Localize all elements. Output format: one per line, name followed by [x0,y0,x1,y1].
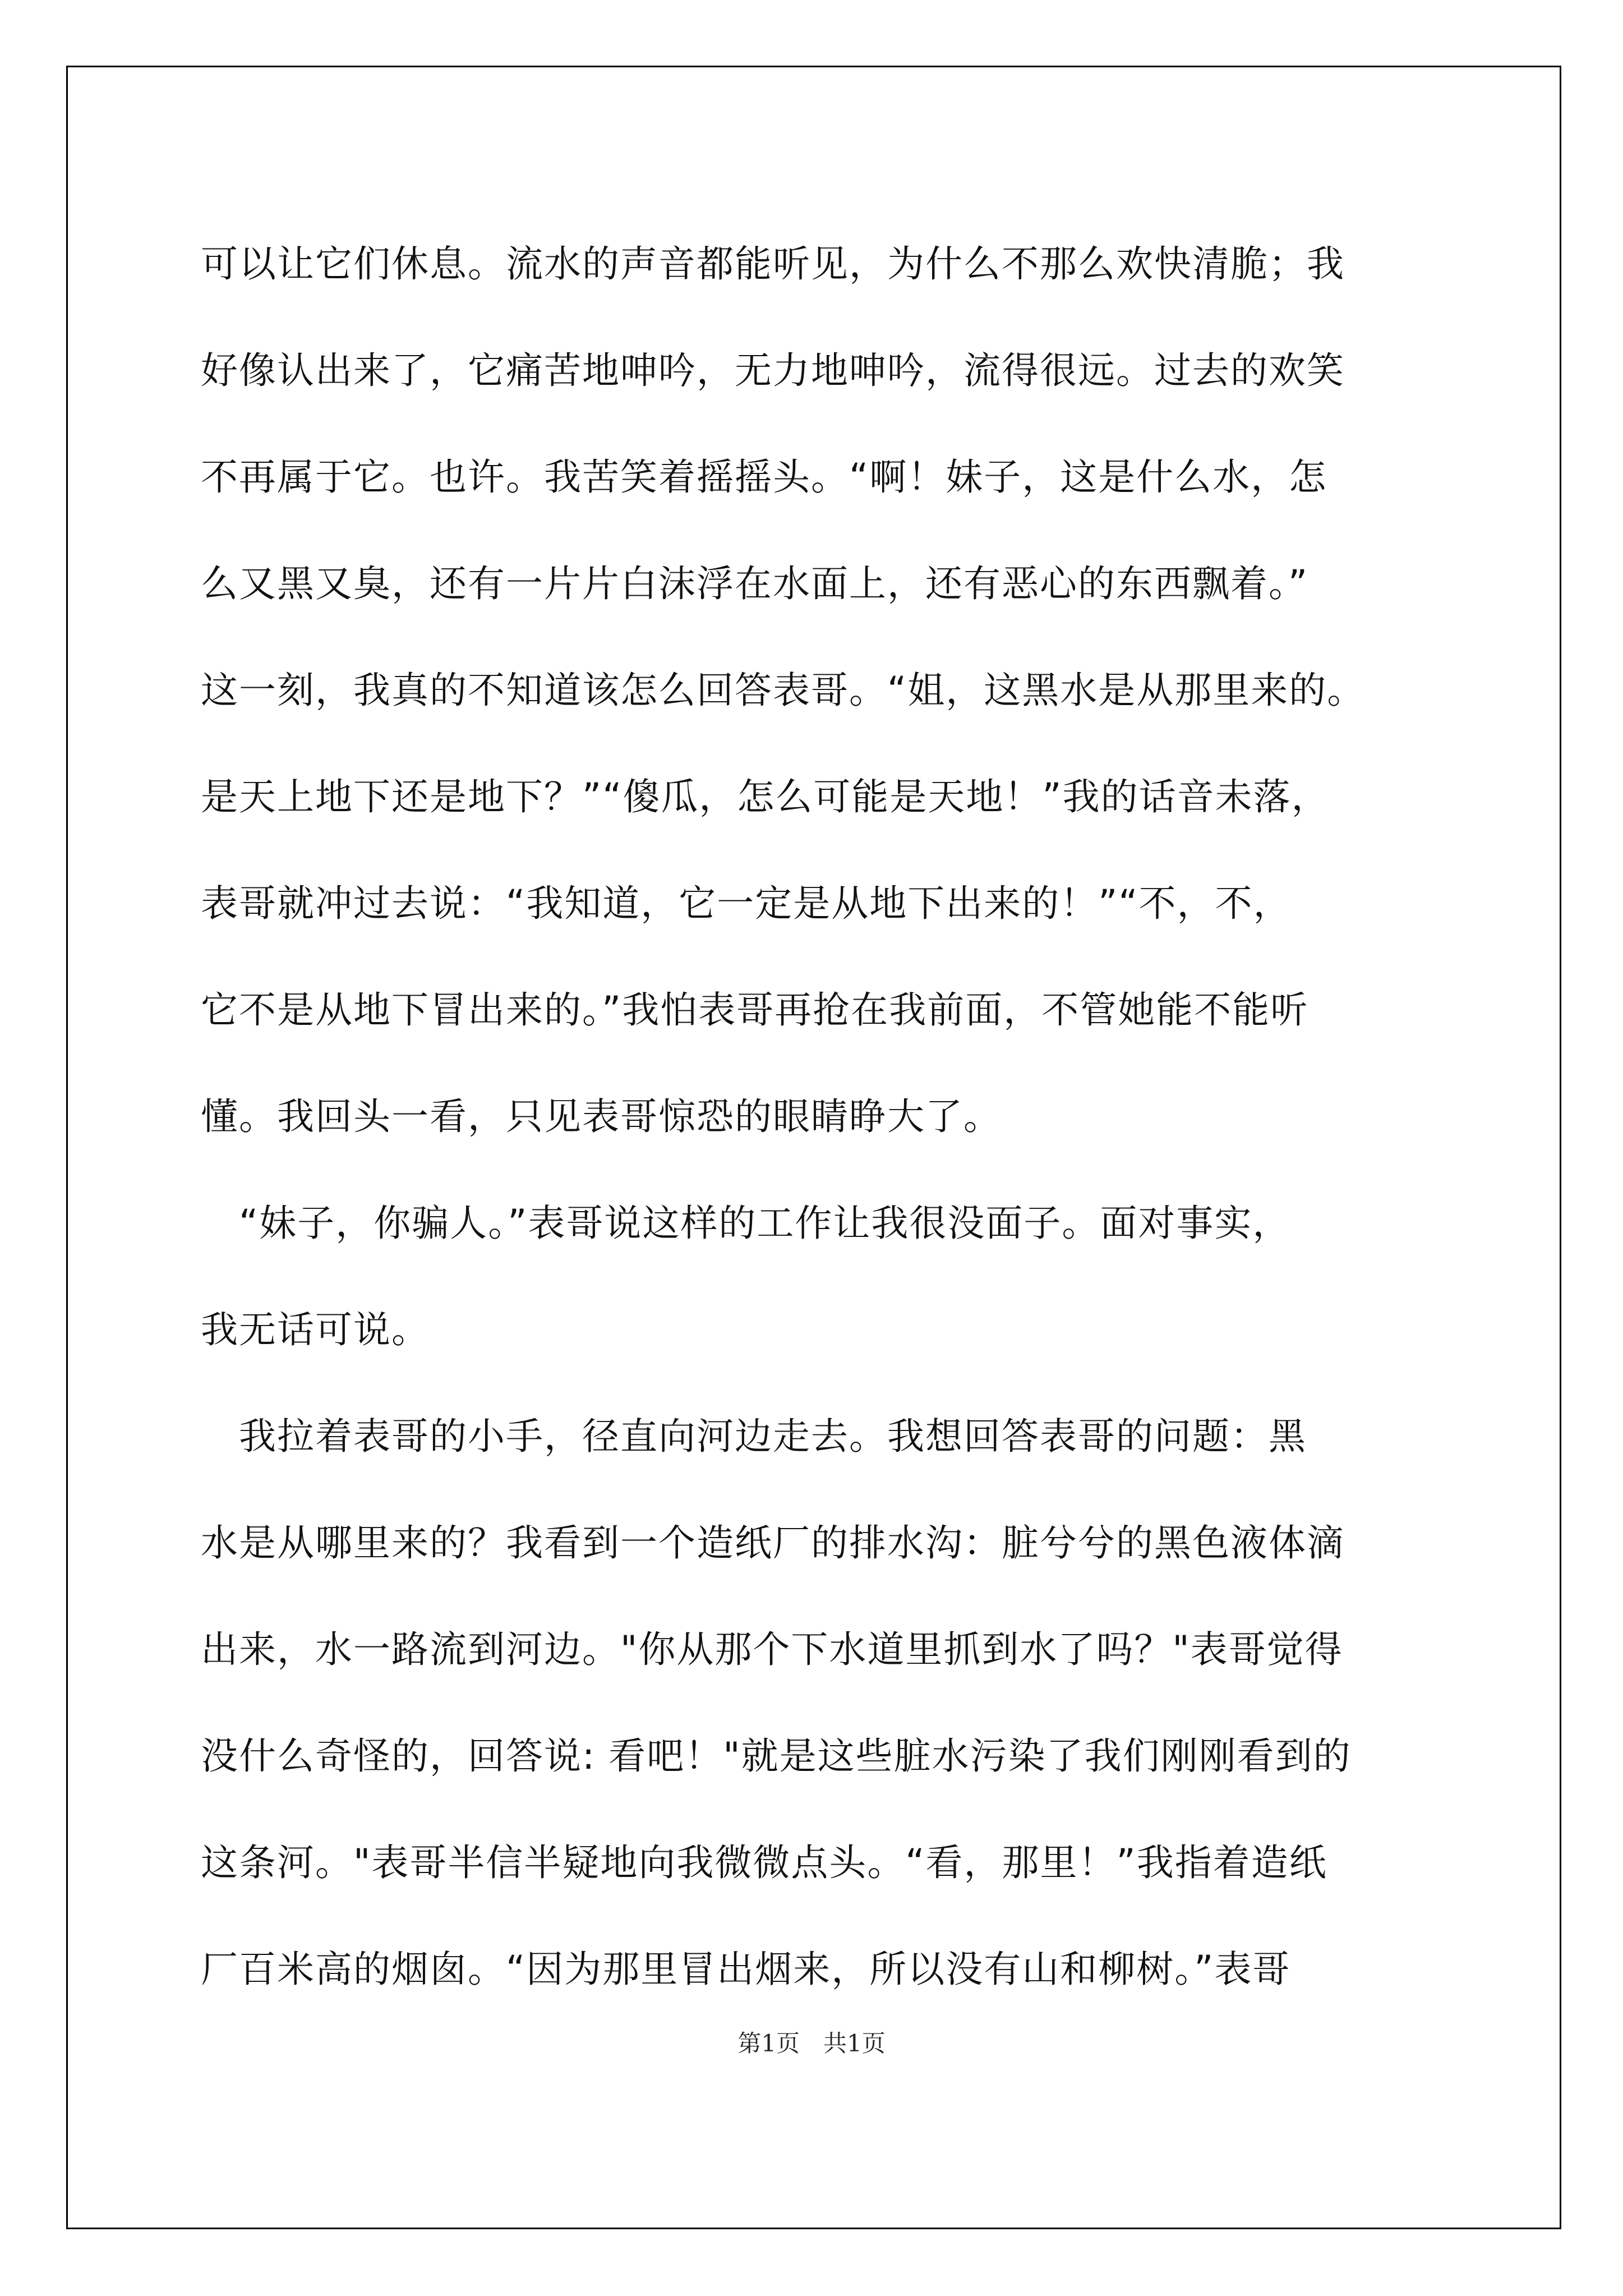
text-line: 么又黑又臭，还有一片片白沫浮在水面上，还有恶心的东西飘着。” [201,562,1309,605]
text-line: 懂。我回头一看，只见表哥惊恐的眼睛睁大了。 [201,1095,1002,1138]
text-line: 厂百米高的烟囱。“因为那里冒出烟来，所以没有山和柳树。”表哥 [201,1948,1291,1991]
text-line: 这一刻，我真的不知道该怎么回答表哥。“姐，这黑水是从那里来的。 [201,669,1366,712]
text-line: 是天上地下还是地下？”“傻瓜，怎么可能是天地！”我的话音未落， [201,775,1330,818]
text-line: 这条河。"表哥半信半疑地向我微微点头。“看，那里！”我指着造纸 [201,1841,1327,1884]
text-line: 水是从哪里来的？我看到一个造纸厂的排水沟：脏兮兮的黑色液体滴 [201,1521,1345,1565]
text-line: 出来，水一路流到河边。"你从那个下水道里抓到水了吗？"表哥觉得 [201,1628,1343,1671]
text-line: 好像认出来了，它痛苦地呻吟，无力地呻吟，流得很远。过去的欢笑 [201,349,1345,392]
text-line: 不再属于它。也许。我苦笑着摇摇头。“啊！妹子，这是什么水，怎 [201,455,1327,499]
text-line: 我拉着表哥的小手，径直向河边走去。我想回答表哥的问题：黑 [201,1415,1307,1458]
text-line: 它不是从地下冒出来的。”我怕表哥再抢在我前面，不管她能不能听 [201,988,1309,1032]
page-footer: 第1页 共1页 [737,2030,886,2057]
body-text [201,211,1435,2023]
text-line: “妹子，你骗人。”表哥说这样的工作让我很没面子。面对事实， [201,1202,1291,1245]
text-line: 我无话可说。 [201,1308,430,1351]
text-line: 表哥就冲过去说：“我知道，它一定是从地下出来的！”“不，不， [201,882,1292,925]
text-line: 可以让它们休息。流水的声音都能听见，为什么不那么欢快清脆；我 [201,242,1345,286]
text-line: 没什么奇怪的，回答说: 看吧！"就是这些脏水污染了我们刚刚看到的 [201,1734,1352,1778]
